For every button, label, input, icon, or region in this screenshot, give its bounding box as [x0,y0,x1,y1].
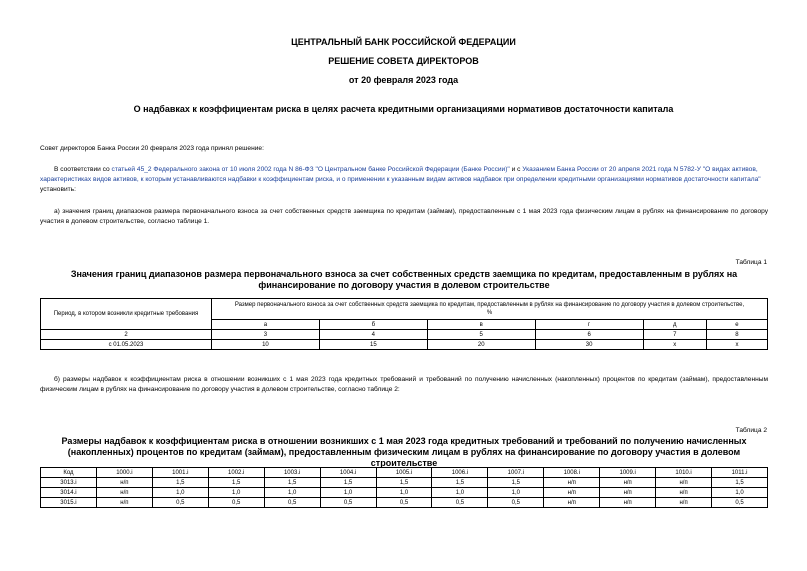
table2-cell: 1,0 [488,488,544,498]
table1-number-row [41,330,768,340]
table2-cell: н/п [96,488,152,498]
table1-data-row [41,340,768,350]
preamble-paragraph [40,165,774,195]
table2-cell: 3015.i [41,498,97,508]
table1-cell: 5 [427,330,535,340]
table-row [41,478,768,488]
table2-cell: н/п [544,478,600,488]
table2-header: 1006.i [432,468,488,478]
table2-cell: 0,5 [264,498,320,508]
table2-header-row [41,468,768,478]
table2-cell: 1,0 [432,488,488,498]
table2-title: Размеры надбавок к коэффициентам риска в отношении возникших с 1 мая 2023 года кредитных требований и требований по получению начисленных (накопленных) процентов по кредитам (займам), предоставленным физическим лицам в рублях на финансирование по договору участия в долевом строительстве [61,436,747,468]
table1-subheader: д [643,320,706,330]
table2-cell: н/п [656,478,712,488]
table1-group-header: Размер первоначального взноса за счет собственных средств заемщика по кредитам, предоставленным в рублях на финансирование по договору участия в долевом строительстве, % [212,299,768,320]
table2-cell: 3014.i [41,488,97,498]
table1-title: Значения границ диапазонов размера первоначального взноса за счет собственных средств заемщика по кредитам, предоставленным в рублях на финансирование по договору участия в долевом строительстве [70,269,738,290]
org-title: ЦЕНТРАЛЬНЫЙ БАНК РОССИЙСКОЙ ФЕДЕРАЦИИ [291,37,516,47]
table2-cell: н/п [96,478,152,488]
table2-cell: 1,5 [432,478,488,488]
table1-subheader: в [427,320,535,330]
table1-col-period-header: Период, в котором возникли кредитные требования [41,299,212,330]
table1-subheader: е [706,320,767,330]
table1-cell: 4 [319,330,427,340]
table2-header: 1005.i [376,468,432,478]
table1-cell: 20 [427,340,535,350]
table2-cell: 1,5 [208,478,264,488]
table1-cell: 8 [706,330,767,340]
table1-subheader: б [319,320,427,330]
doc-subject: О надбавках к коэффициентам риска в целях расчета кредитными организациями нормативов достаточности капитала [133,104,674,114]
table2-cell: 0,5 [320,498,376,508]
table2-cell: н/п [544,488,600,498]
table1 [40,298,768,350]
table2-cell: 1,0 [712,488,768,498]
item-b-text: б) размеры надбавок к коэффициентам риска в отношении возникших с 1 мая 2023 года кредитных требований и требований по получению начисленных (накопленных) процентов по кредитам (займам), предоставленным физическим лицам в рублях на финансирование по договору участия в долевом строительстве, согласно таблице 2: [40,376,768,393]
table2-cell: 1,5 [320,478,376,488]
directive-link[interactable]: Указанием Банка России от 20 апреля 2021 года N 5782-У "О видах активов, характеристиках видов активов, к которым устанавливаются надбавки к коэффициентам риска, и о применении к указанным видам активов надбавок при определении кредитными организациями нормативов достаточности капитала" [40,166,761,183]
doc-date: от 20 февраля 2023 года [348,75,459,85]
table-row [41,498,768,508]
table2-cell: 1,0 [208,488,264,498]
table2-cell: 1,0 [320,488,376,498]
table2-caption: Таблица 2 [735,427,767,434]
table2-header: 1000.i [96,468,152,478]
table2-cell: 1,5 [376,478,432,488]
table2-cell: 1,0 [152,488,208,498]
table2-cell: 1,0 [264,488,320,498]
table2-cell: н/п [656,498,712,508]
law-link[interactable]: статьей 45_2 Федерального закона от 10 июля 2002 года N 86-ФЗ "О Центральном банке Российской Федерации (Банке России)" [111,166,510,173]
table2-cell: 0,5 [152,498,208,508]
table1-cell: 2 [41,330,212,340]
table2-cell: 1,5 [712,478,768,488]
table1-cell: 3 [212,330,320,340]
table2-header: 1009.i [600,468,656,478]
intro-text: Совет директоров Банка России 20 февраля 2023 года принял решение: [40,145,264,152]
table2-cell: 1,0 [376,488,432,498]
table2-cell: н/п [600,498,656,508]
table2-cell: н/п [656,488,712,498]
table1-cell: 7 [643,330,706,340]
table2-cell: 3013.i [41,478,97,488]
table2-header: 1004.i [320,468,376,478]
table2-header: 1003.i [264,468,320,478]
table1-cell: х [643,340,706,350]
item-a-text: а) значения границ диапазонов размера первоначального взноса за счет собственных средств заемщика по кредитам (займам), предоставленным с 1 мая 2023 года физическим лицам в рублях на финансирование по договору участия в долевом строительстве, согласно таблице 1. [40,208,768,225]
table2-cell: 0,5 [712,498,768,508]
doc-type: РЕШЕНИЕ СОВЕТА ДИРЕКТОРОВ [328,56,479,66]
table1-subheader: г [535,320,643,330]
table2-header: 1010.i [656,468,712,478]
table1-header-row [41,299,768,320]
table2-cell: 0,5 [208,498,264,508]
table2 [40,467,768,508]
table2-header: 1011.i [712,468,768,478]
table2-cell: 1,5 [152,478,208,488]
preamble-text-1: В соответствии со [54,166,112,173]
table2-cell: 0,5 [432,498,488,508]
table-row [41,488,768,498]
preamble-text-2: и с [509,166,523,173]
table1-cell: с 01.05.2023 [41,340,212,350]
table1-cell: 15 [319,340,427,350]
table2-header: 1001.i [152,468,208,478]
table2-cell: 0,5 [376,498,432,508]
table2-cell: 0,5 [488,498,544,508]
table2-cell: н/п [600,488,656,498]
table1-cell: х [706,340,767,350]
table2-cell: н/п [600,478,656,488]
table1-caption: Таблица 1 [735,259,767,266]
table2-header: 1008.i [544,468,600,478]
table2-cell: н/п [544,498,600,508]
table1-cell: 6 [535,330,643,340]
table1-subheader: а [212,320,320,330]
table1-cell: 10 [212,340,320,350]
table1-cell: 30 [535,340,643,350]
preamble-text-3: установить: [40,186,76,193]
table2-header: 1002.i [208,468,264,478]
table2-cell: н/п [96,498,152,508]
table2-header: Код [41,468,97,478]
table2-cell: 1,5 [264,478,320,488]
table2-header: 1007.i [488,468,544,478]
table2-cell: 1,5 [488,478,544,488]
